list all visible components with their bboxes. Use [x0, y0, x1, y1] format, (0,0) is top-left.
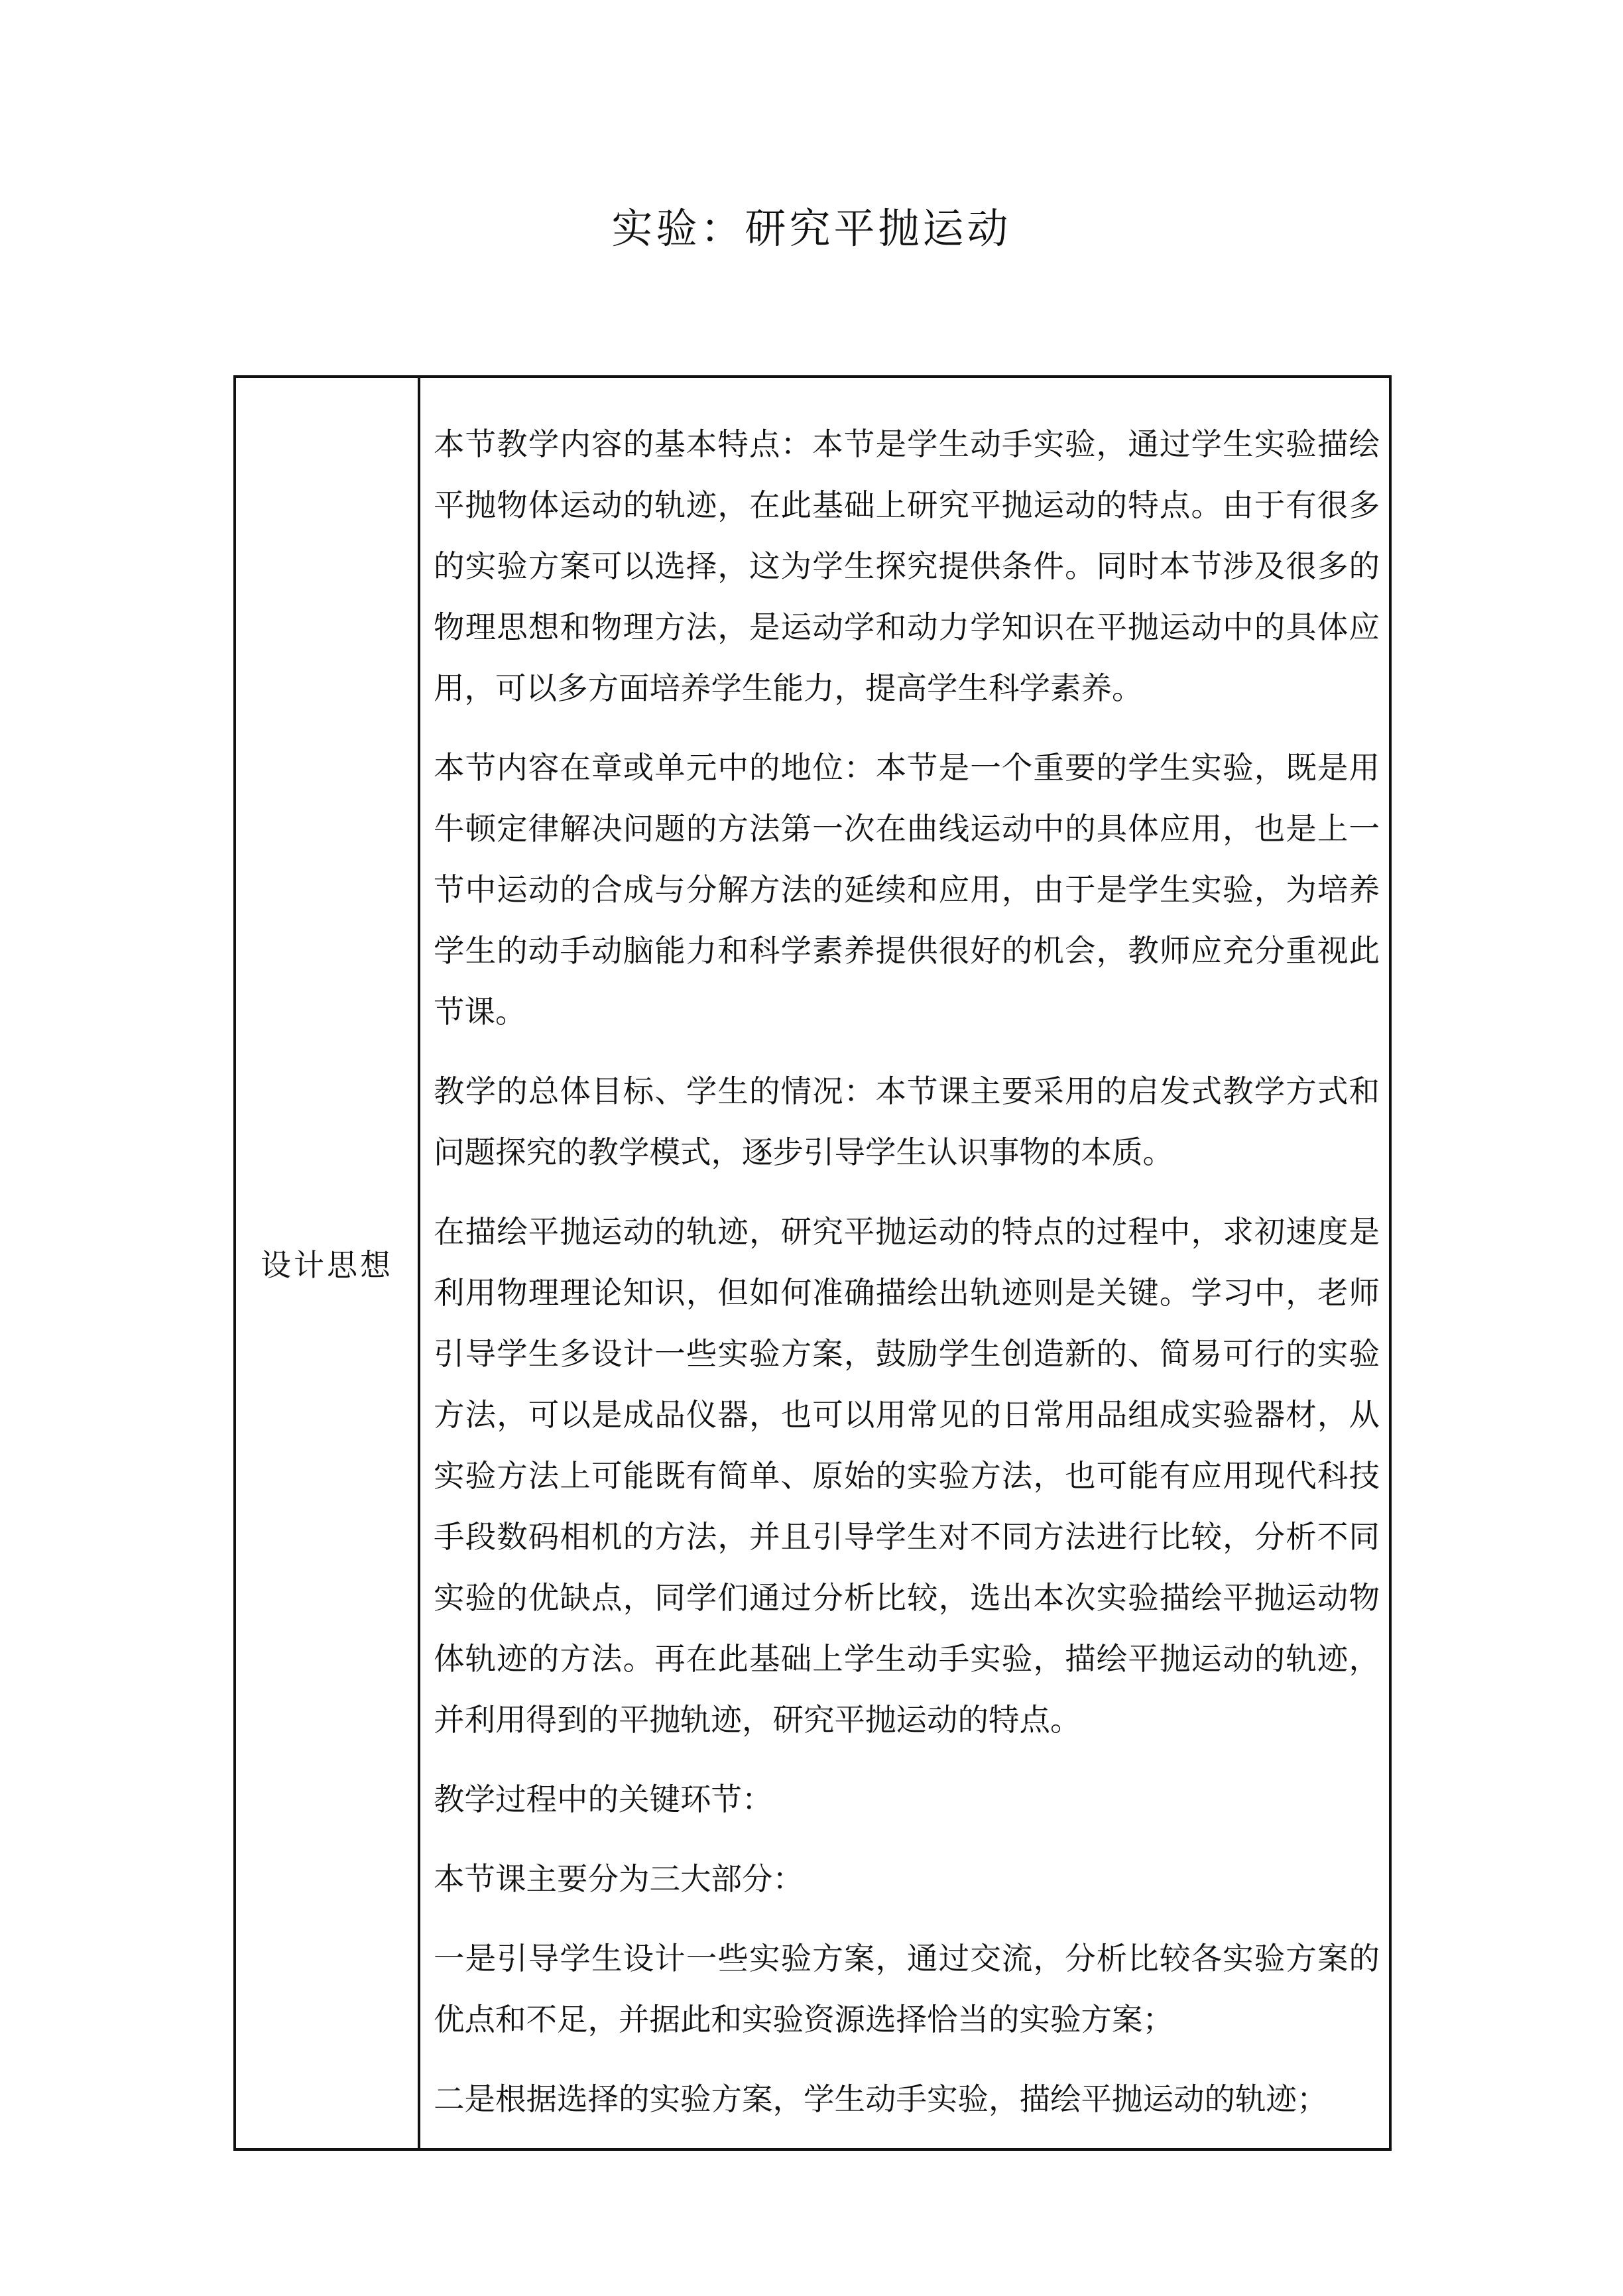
- paragraph-three-parts-intro: 本节课主要分为三大部分：: [434, 1861, 804, 1897]
- paragraph-part-two: 二是根据选择的实验方案，学生动手实验，描绘平抛运动的轨迹；: [434, 2081, 1328, 2117]
- table-row: [235, 377, 1390, 2149]
- paragraph-process-description: 在描绘平抛运动的轨迹，研究平抛运动的特点的过程中，求初速度是利用物理理论知识，但如何准确描绘出轨迹则是关键。学习中，老师引导学生多设计一些实验方案，鼓励学生创造新的、简易可行的实验方法，可以是成品仪器，也可以用常见的日常用品组成实验器材，从实验方法上可能既有简单、原始的实验方法，也可能有应用现代科技手段数码相机的方法，并且引导学生对不同方法进行比较，分析不同实验的优缺点，同学们通过分析比较，选出本次实验描绘平抛运动物体轨迹的方法。再在此基础上学生动手实验，描绘平抛运动的轨迹，并利用得到的平抛轨迹，研究平抛运动的特点。: [434, 1214, 1380, 1738]
- paragraph-part-one: 一是引导学生设计一些实验方案，通过交流，分析比较各实验方案的优点和不足，并据此和实验资源选择恰当的实验方案；: [434, 1941, 1380, 2037]
- row-label-design-idea: 设计思想: [235, 377, 419, 2149]
- design-table: [233, 375, 1392, 2151]
- paragraph-key-steps-heading: 教学过程中的关键环节：: [434, 1782, 773, 1817]
- paragraph-overall-goal: 教学的总体目标、学生的情况：本节课主要采用的启发式教学方式和问题探究的教学模式，逐步引导学生认识事物的本质。: [434, 1073, 1380, 1170]
- paragraph-basic-features: 本节教学内容的基本特点：本节是学生动手实验，通过学生实验描绘平抛物体运动的轨迹，在此基础上研究平抛运动的特点。由于有很多的实验方案可以选择，这为学生探究提供条件。同时本节涉及很多的物理思想和物理方法，是运动学和动力学知识在平抛运动中的具体应用，可以多方面培养学生能力，提高学生科学素养。: [434, 426, 1380, 706]
- paragraph-position-in-unit: 本节内容在章或单元中的地位：本节是一个重要的学生实验，既是用牛顿定律解决问题的方法第一次在曲线运动中的具体应用，也是上一节中运动的合成与分解方法的延续和应用，由于是学生实验，为培养学生的动手动脑能力和科学素养提供很好的机会，教师应充分重视此节课。: [434, 750, 1380, 1030]
- design-idea-content: [419, 377, 1390, 2149]
- document-title: 实验：研究平抛运动: [611, 204, 1012, 253]
